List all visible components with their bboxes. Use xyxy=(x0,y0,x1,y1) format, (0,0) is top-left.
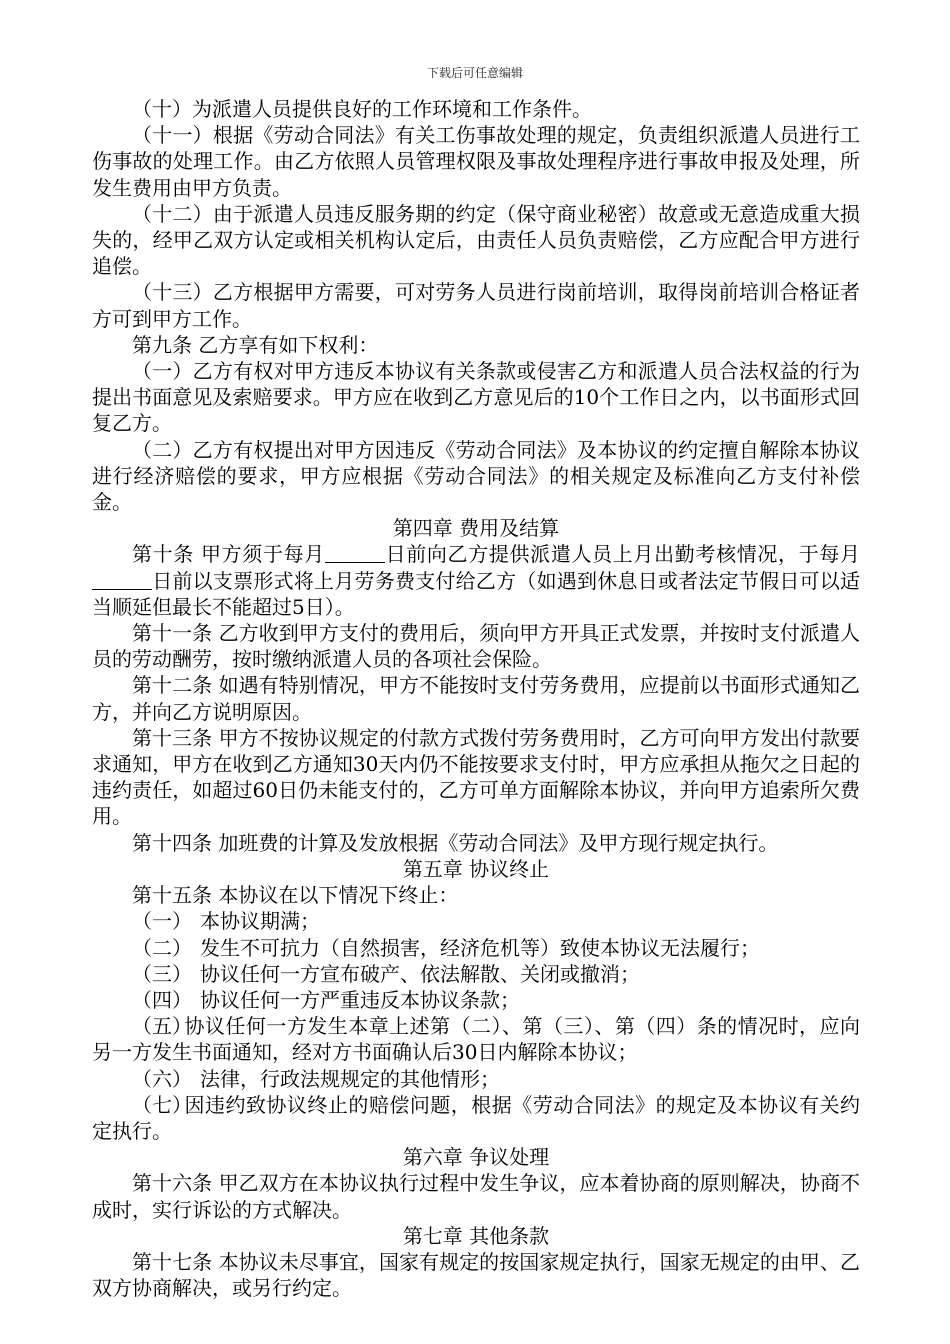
clause-11: （十一）根据《劳动合同法》有关工伤事故处理的规定，负责组织派遣人员进行工伤事故的处理工作。由乙方依照人员管理权限及事故处理程序进行事故申报及处理，所发生费用由甲方负责。 xyxy=(92,123,860,200)
chapter-7-heading: 第七章 其他条款 xyxy=(402,1223,550,1248)
article-9-item-1: （一）乙方有权对甲方违反本协议有关条款或侵害乙方和派遣人员合法权益的行为提出书面意见及索赔要求。甲方应在收到乙方意见后的10个工作日之内，以书面形式回复乙方。 xyxy=(92,359,860,436)
list-item-number: （五） xyxy=(132,1014,192,1039)
clause-12: （十二）由于派遣人员违反服务期的约定（保守商业秘密）故意或无意造成重大损失的，经甲乙双方认定或相关机构认定后，由责任人员负责赔偿，乙方应配合甲方进行追偿。 xyxy=(92,201,860,279)
article-9-title: 第九条 乙方享有如下权利： xyxy=(132,332,379,357)
list-item-number: （一） xyxy=(132,909,192,934)
chapter-4-heading: 第四章 费用及结算 xyxy=(392,516,560,541)
list-item-number: （三） xyxy=(132,961,192,986)
page-header: 下载后可任意编辑 xyxy=(426,66,523,80)
list-item xyxy=(92,1013,860,1065)
fill-blank-day-2[interactable] xyxy=(92,569,152,590)
list-item-number: （六） xyxy=(132,1066,192,1091)
fill-blank-day-1[interactable] xyxy=(325,542,385,563)
list-item-text: 协议任何一方严重违反本协议条款； xyxy=(200,987,520,1012)
list-item-text: 法律，行政法规规定的其他情形； xyxy=(200,1066,500,1091)
article-10-part-c: 日前以支票形式将上月劳务费支付给乙方（如遇到休息日或者法定节假日可以适当顺延但最长不能超过5日）。 xyxy=(92,568,860,619)
list-item xyxy=(132,908,860,934)
list-item xyxy=(92,1092,860,1144)
article-10-part-a: 第十条 甲方须于每月 xyxy=(132,542,325,567)
article-15-title: 第十五条 本协议在以下情况下终止： xyxy=(132,883,459,908)
list-item-text: 因违约致协议终止的赔偿问题，根据《劳动合同法》的规定及本协议有关约定执行。 xyxy=(92,1092,860,1143)
list-item xyxy=(132,961,860,987)
list-item-text: 发生不可抗力（自然损害，经济危机等）致使本协议无法履行； xyxy=(200,935,760,960)
list-item-number: （四） xyxy=(132,987,192,1012)
article-9-item-2: （二）乙方有权提出对甲方因违反《劳动合同法》及本协议的约定擅自解除本协议进行经济赔偿的要求，甲方应根据《劳动合同法》的相关规定及标准向乙方支付补偿金。 xyxy=(92,437,860,515)
clause-10: （十）为派遣人员提供良好的工作环境和工作条件。 xyxy=(132,97,592,121)
list-item-text: 本协议期满； xyxy=(200,909,320,934)
article-14: 第十四条 加班费的计算及发放根据《劳动合同法》及甲方现行规定执行。 xyxy=(132,830,779,855)
chapter-5-heading: 第五章 协议终止 xyxy=(402,856,550,881)
list-item xyxy=(132,987,860,1013)
list-item xyxy=(132,935,860,961)
list-item-text: 协议任何一方宣布破产、依法解散、关闭或撤消； xyxy=(200,961,640,986)
article-15-list-cont xyxy=(92,1066,860,1092)
article-10-part-b: 日前向乙方提供派遣人员上月出勤考核情况，于每月 xyxy=(384,542,861,567)
article-12: 第十二条 如遇有特别情况，甲方不能按时支付劳务费用，应提前以书面形式通知乙方，并向乙方说明原因。 xyxy=(92,673,860,724)
article-15-list xyxy=(92,908,860,1013)
clause-13: （十三）乙方根据甲方需要，可对劳务人员进行岗前培训，取得岗前培训合格证者方可到甲方工作。 xyxy=(92,280,860,331)
article-11: 第十一条 乙方收到甲方支付的费用后，须向甲方开具正式发票，并按时支付派遣人员的劳动酬劳，按时缴纳派遣人员的各项社会保险。 xyxy=(92,621,860,672)
chapter-6-heading: 第六章 争议处理 xyxy=(402,1145,550,1170)
article-13: 第十三条 甲方不按协议规定的付款方式拨付劳务费用时，乙方可向甲方发出付款要求通知，甲方在收到乙方通知30天内仍不能按要求支付时，甲方应承担从拖欠之日起的违约责任，如超过60日仍未能支付的，乙方可单方面解除本协议，并向甲方追索所欠费用。 xyxy=(92,725,860,829)
article-17: 第十七条 本协议未尽事宜，国家有规定的按国家规定执行，国家无规定的由甲、乙双方协商解决，或另行约定。 xyxy=(92,1249,860,1301)
list-item-number: （七） xyxy=(132,1092,192,1117)
article-16: 第十六条 甲乙双方在本协议执行过程中发生争议，应本着协商的原则解决，协商不成时，实行诉讼的方式解决。 xyxy=(92,1171,860,1222)
list-item xyxy=(132,1066,860,1092)
article-10 xyxy=(92,541,860,620)
document-body xyxy=(92,96,860,1301)
list-item-text: 协议任何一方发生本章上述第（二）、第（三）、第（四）条的情况时，应向另一方发生书面通知，经对方书面确认后30日内解除本协议； xyxy=(92,1014,860,1065)
list-item-number: （二） xyxy=(132,935,192,960)
